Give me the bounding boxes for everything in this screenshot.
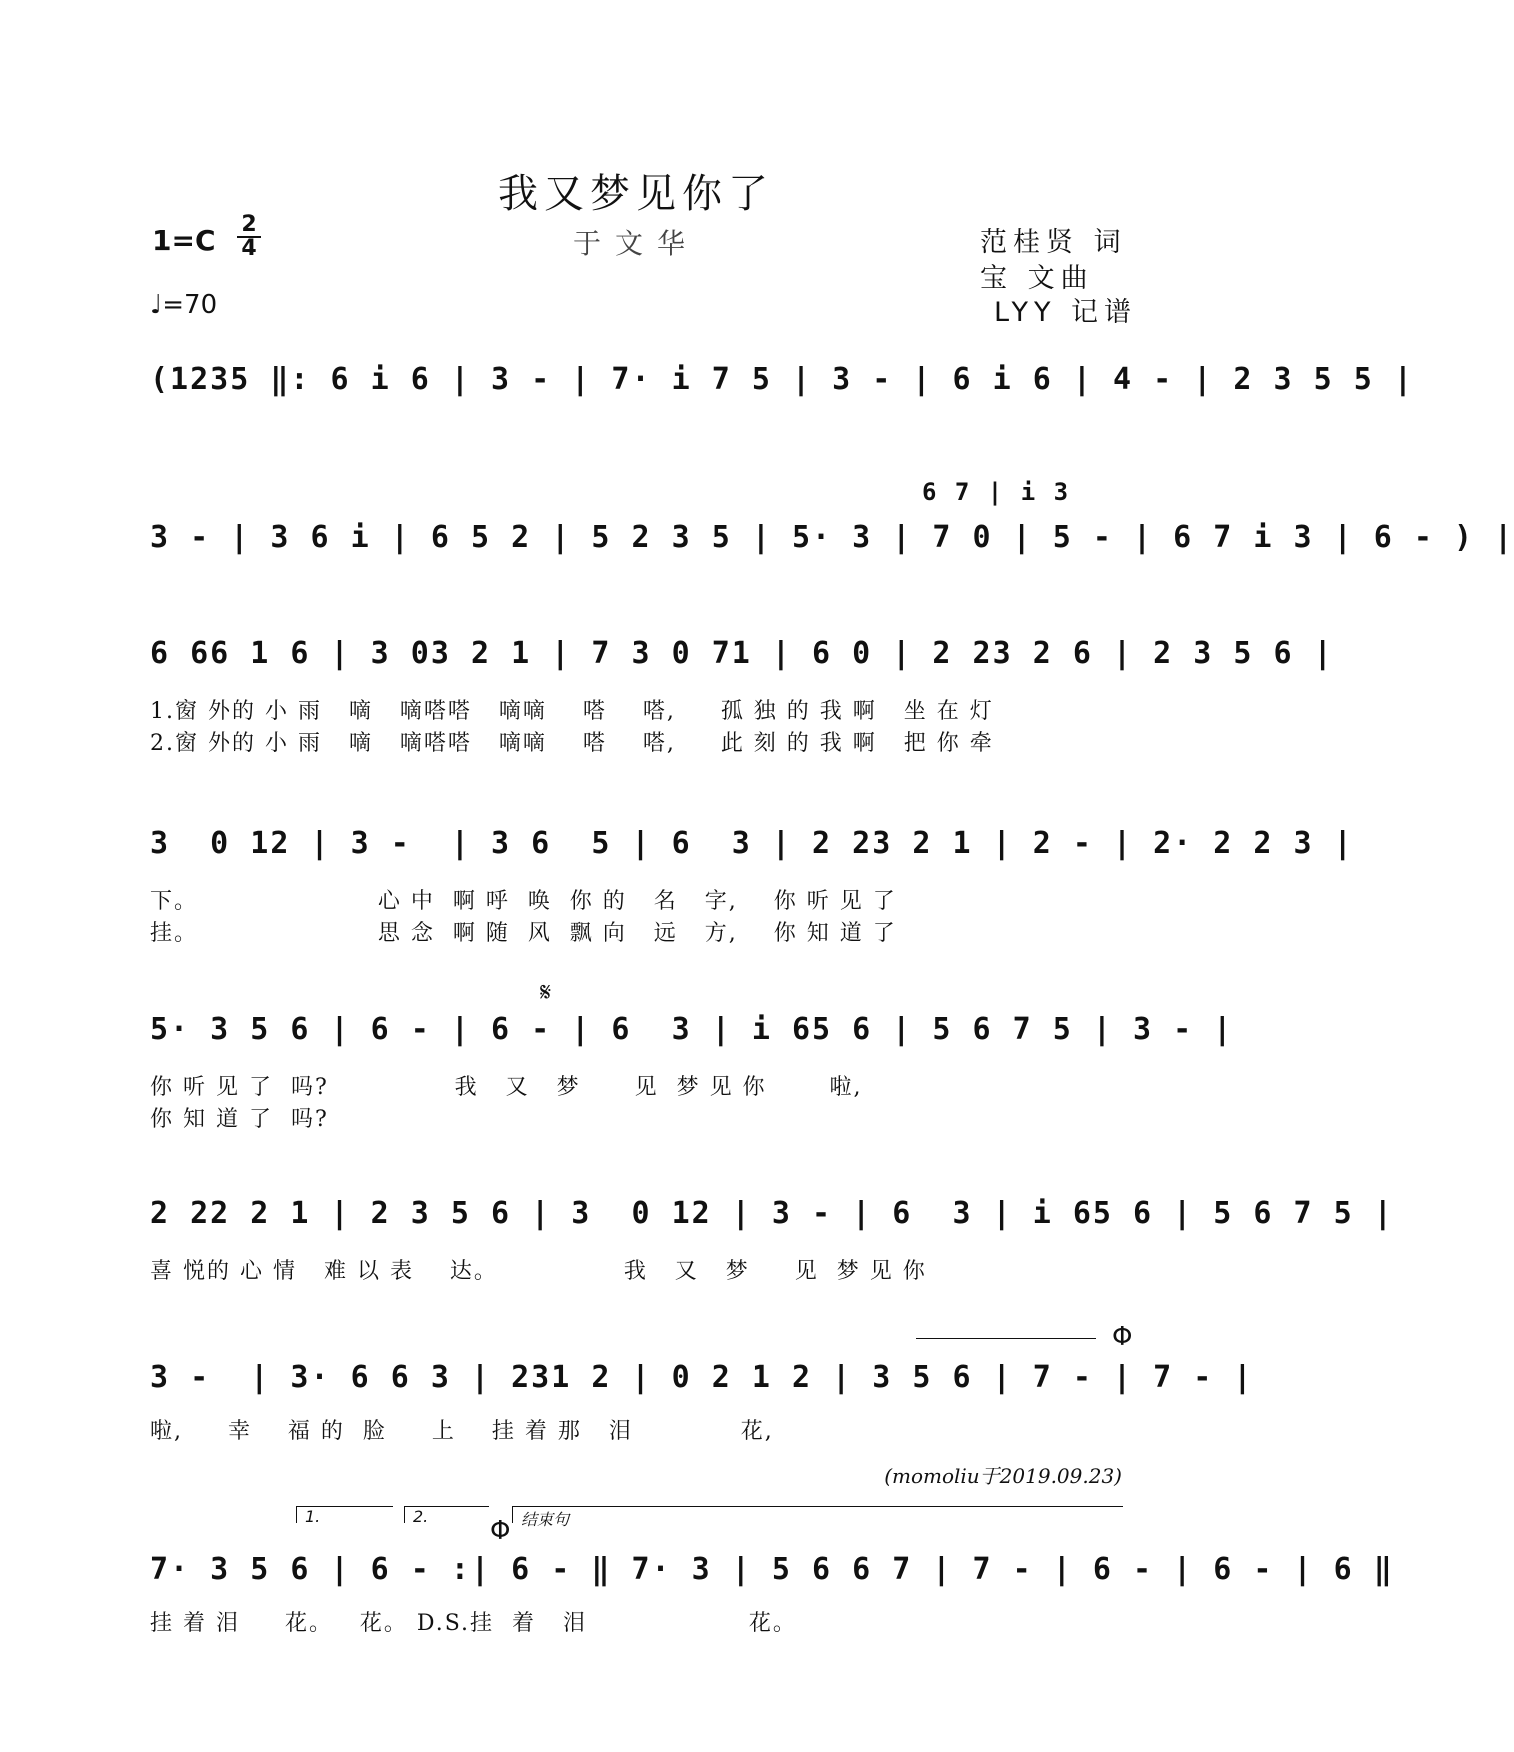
lyrics-row-6: 喜 悦的 心 情 难 以 表 达。 我 又 梦 见 梦 见 你 xyxy=(150,1259,927,1284)
ending-phrase-label: 结束句 xyxy=(521,1510,570,1529)
song-title: 我又梦见你了 xyxy=(498,171,774,217)
ending-phrase-bracket xyxy=(512,1506,1123,1529)
coda-symbol-row-7: Φ xyxy=(1112,1322,1133,1352)
lyrics-row-8: 挂 着 泪 花。 花。 D.S.挂 着 泪 花。 xyxy=(150,1611,797,1636)
notes-row-7: 3 - | 3· 6 6 3 | 231 2 | 0 2 1 2 | 3 5 6 | 7 - | 7 - | xyxy=(150,1360,1254,1395)
singer-name: 于文华 xyxy=(572,227,699,260)
tempo-marking: ♩=70 xyxy=(150,290,218,320)
time-signature-top: 2 xyxy=(237,214,261,238)
first-ending-label: 1. xyxy=(305,1507,321,1526)
lyrics-verse-1-row-5: 你 听 见 了 吗? 我 又 梦 见 梦 见 你 啦, xyxy=(150,1075,863,1100)
composer-credit: 宝 文曲 xyxy=(980,263,1094,294)
first-ending-bracket xyxy=(296,1506,393,1526)
notes-row-8: 7· 3 5 6 | 6 - :| 6 - ‖ 7· 3 | 5 6 6 7 | 7 - | 6 - | 6 - | 6 ‖ xyxy=(150,1552,1394,1587)
second-ending-label: 2. xyxy=(413,1507,429,1526)
transcriber-signature: (momoliu于2019.09.23) xyxy=(884,1464,1122,1488)
lyrics-verse-2-row-3: 2.窗 外的 小 雨 嘀 嘀嗒嗒 嘀嘀 嗒 嗒, 此 刻 的 我 啊 把 你 牵 xyxy=(150,731,994,756)
lyricist-credit: 范桂贤 词 xyxy=(980,227,1127,258)
lyrics-verse-2-row-5: 你 知 道 了 吗? xyxy=(150,1107,329,1132)
time-signature xyxy=(237,214,261,260)
notes-row-2: 3 - | 3 6 i | 6 5 2 | 5 2 3 5 | 5· 3 | 7 0 | 5 - | 6 7 i 3 | 6 - ) | xyxy=(150,520,1514,555)
segno-symbol: 𝄋 xyxy=(540,978,552,1008)
time-signature-bottom: 4 xyxy=(241,236,257,261)
coda-symbol-row-8: Φ xyxy=(490,1516,511,1546)
notes-row-3: 6 66 1 6 | 3 03 2 1 | 7 3 0 71 | 6 0 | 2 23 2 6 | 2 3 5 6 | xyxy=(150,636,1334,671)
notes-row-1: (1235 ‖: 6 i 6 | 3 - | 7· i 7 5 | 3 - | 6 i 6 | 4 - | 2 3 5 5 | xyxy=(150,362,1414,397)
key-signature: 1=C xyxy=(152,224,216,257)
ossia-notes: 6 7 | i 3 xyxy=(922,478,1071,506)
notes-row-4: 3 0 12 | 3 - | 3 6 5 | 6 3 | 2 23 2 1 | 2 - | 2· 2 2 3 | xyxy=(150,826,1354,861)
crescendo-hairpin xyxy=(916,1338,1096,1339)
notes-row-6: 2 22 2 1 | 2 3 5 6 | 3 0 12 | 3 - | 6 3 | i 65 6 | 5 6 7 5 | xyxy=(150,1196,1394,1231)
lyrics-verse-1-row-3: 1.窗 外的 小 雨 嘀 嘀嗒嗒 嘀嘀 嗒 嗒, 孤 独 的 我 啊 坐 在 灯 xyxy=(150,699,994,724)
notes-row-5: 5· 3 5 6 | 6 - | 6 - | 6 3 | i 65 6 | 5 6 7 5 | 3 - | xyxy=(150,1012,1234,1047)
second-ending-bracket xyxy=(404,1506,489,1526)
transcriber-credit: LYY 记谱 xyxy=(994,297,1138,328)
lyrics-verse-2-row-4: 挂。 思 念 啊 随 风 飘 向 远 方, 你 知 道 了 xyxy=(150,921,897,946)
lyrics-verse-1-row-4: 下。 心 中 啊 呼 唤 你 的 名 字, 你 听 见 了 xyxy=(150,889,897,914)
lyrics-row-7: 啦, 幸 福 的 脸 上 挂 着 那 泪 花, xyxy=(150,1419,774,1444)
